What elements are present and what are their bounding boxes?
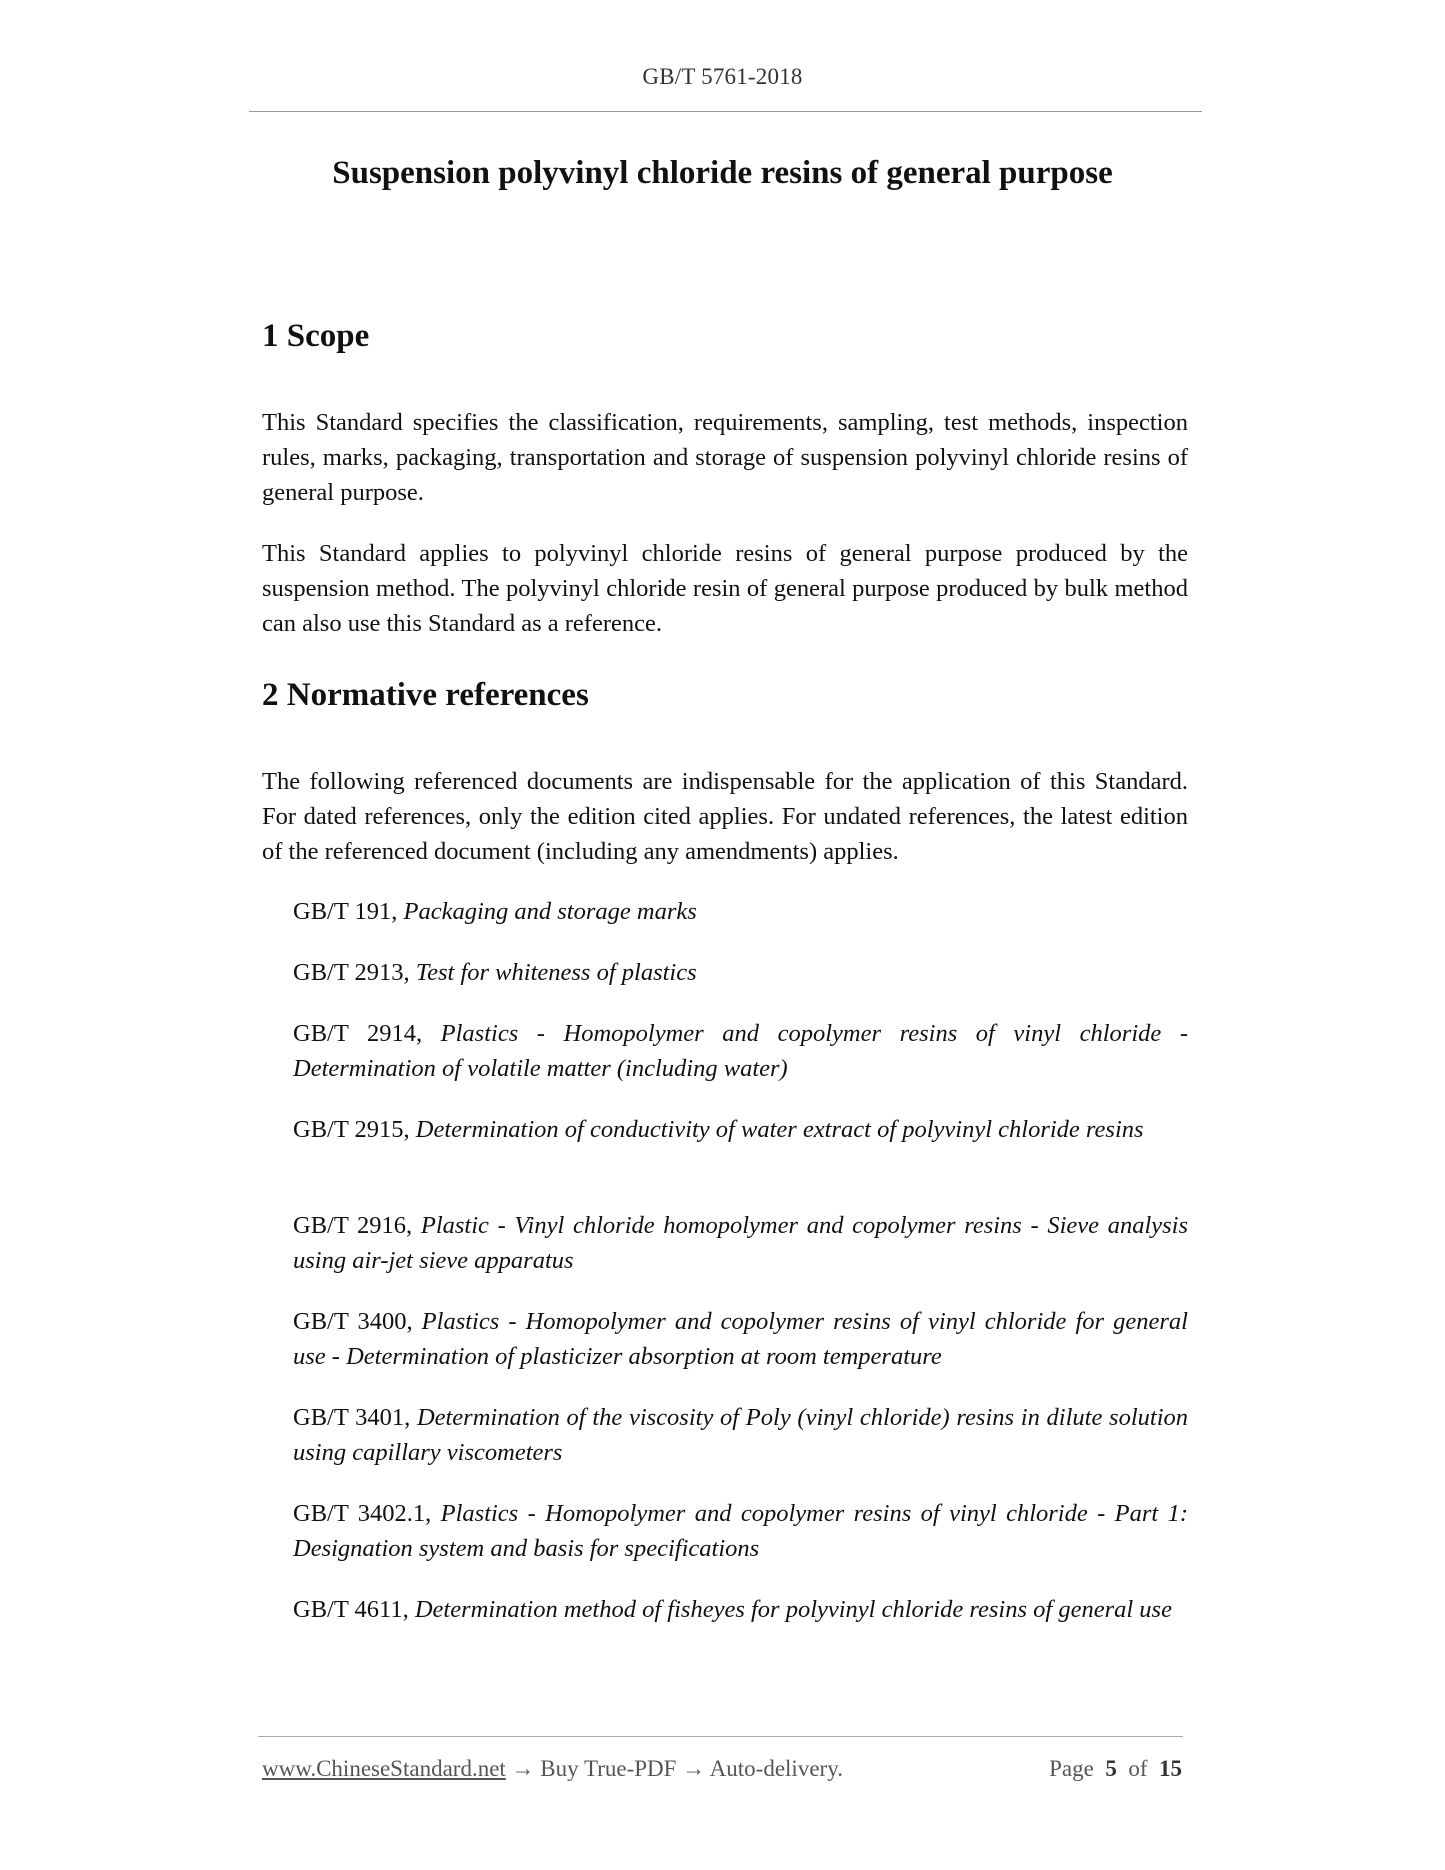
reference-title: Determination method of fisheyes for polyvinyl chloride resins of general use	[414, 1596, 1172, 1623]
document-title: Suspension polyvinyl chloride resins of general purpose	[332, 155, 1113, 191]
reference-code: GB/T 3400,	[293, 1308, 413, 1335]
page-of: of	[1128, 1756, 1148, 1781]
arrow-right-icon: →	[682, 1756, 706, 1781]
section-heading-normative-references: 2 Normative references	[262, 677, 589, 713]
scope-paragraph-2: This Standard applies to polyvinyl chloride resins of general purpose produced by the suspension method. The polyvinyl chloride resin of general purpose produced by bulk method can also use this Standard as a reference.	[262, 540, 1188, 637]
reference-title: Plastics - Homopolymer and copolymer resins of vinyl chloride - Determination of volatile matter (including water)	[293, 1020, 1188, 1082]
running-header: GB/T 5761-2018	[642, 64, 803, 89]
reference-code: GB/T 3401,	[293, 1404, 411, 1431]
reference-code: GB/T 4611,	[293, 1596, 409, 1623]
reference-code: GB/T 2915,	[293, 1116, 410, 1143]
reference-code: GB/T 191,	[293, 898, 398, 925]
section-heading-scope: 1 Scope	[262, 318, 370, 354]
reference-item	[293, 1400, 1188, 1470]
reference-code: GB/T 3402.1,	[293, 1500, 432, 1527]
reference-code: GB/T 2913,	[293, 959, 410, 986]
reference-code: GB/T 2914,	[293, 1020, 423, 1047]
page-number	[1049, 1756, 1182, 1782]
reference-item	[293, 1496, 1188, 1566]
reference-title: Packaging and storage marks	[403, 898, 697, 925]
page-current: 5	[1105, 1756, 1117, 1781]
page-footer	[262, 1756, 1182, 1788]
reference-code: GB/T 2916,	[293, 1212, 413, 1239]
footer-divider	[258, 1736, 1183, 1737]
reference-item	[293, 1208, 1188, 1278]
page-total: 15	[1159, 1756, 1182, 1781]
reference-item	[293, 1304, 1188, 1374]
scope-paragraph-1: This Standard specifies the classification, requirements, sampling, test methods, inspection rules, marks, packaging, transportation and storage of suspension polyvinyl chloride resins of general purpose.	[262, 409, 1188, 506]
header-divider	[249, 111, 1202, 112]
reference-item	[293, 894, 1188, 929]
reference-item	[293, 1112, 1188, 1147]
page-label: Page	[1049, 1756, 1094, 1781]
buy-true-pdf-text: Buy True-PDF	[540, 1756, 677, 1781]
arrow-right-icon: →	[511, 1756, 535, 1781]
reference-item	[293, 1016, 1188, 1086]
reference-title: Plastics - Homopolymer and copolymer resins of vinyl chloride - Part 1: Designation system and basis for specifications	[293, 1500, 1188, 1562]
normative-intro: The following referenced documents are indispensable for the application of this Standard. For dated references, only the edition cited applies. For undated references, the latest edition of the referenced document (including any amendments) applies.	[262, 768, 1188, 865]
reference-title: Test for whiteness of plastics	[415, 959, 697, 986]
reference-title: Plastics - Homopolymer and copolymer resins of vinyl chloride for general use - Determination of plasticizer absorption at room temperature	[293, 1308, 1188, 1370]
reference-item	[293, 1592, 1188, 1627]
reference-title: Determination of conductivity of water extract of polyvinyl chloride resins	[415, 1116, 1144, 1143]
footer-promo	[262, 1756, 843, 1782]
site-link[interactable]: www.ChineseStandard.net	[262, 1756, 506, 1781]
auto-delivery-text: Auto-delivery.	[709, 1756, 843, 1781]
reference-title: Plastic - Vinyl chloride homopolymer and copolymer resins - Sieve analysis using air-jet sieve apparatus	[293, 1212, 1189, 1274]
reference-title: Determination of the viscosity of Poly (vinyl chloride) resins in dilute solution using capillary viscometers	[293, 1404, 1189, 1466]
reference-item	[293, 955, 1188, 990]
